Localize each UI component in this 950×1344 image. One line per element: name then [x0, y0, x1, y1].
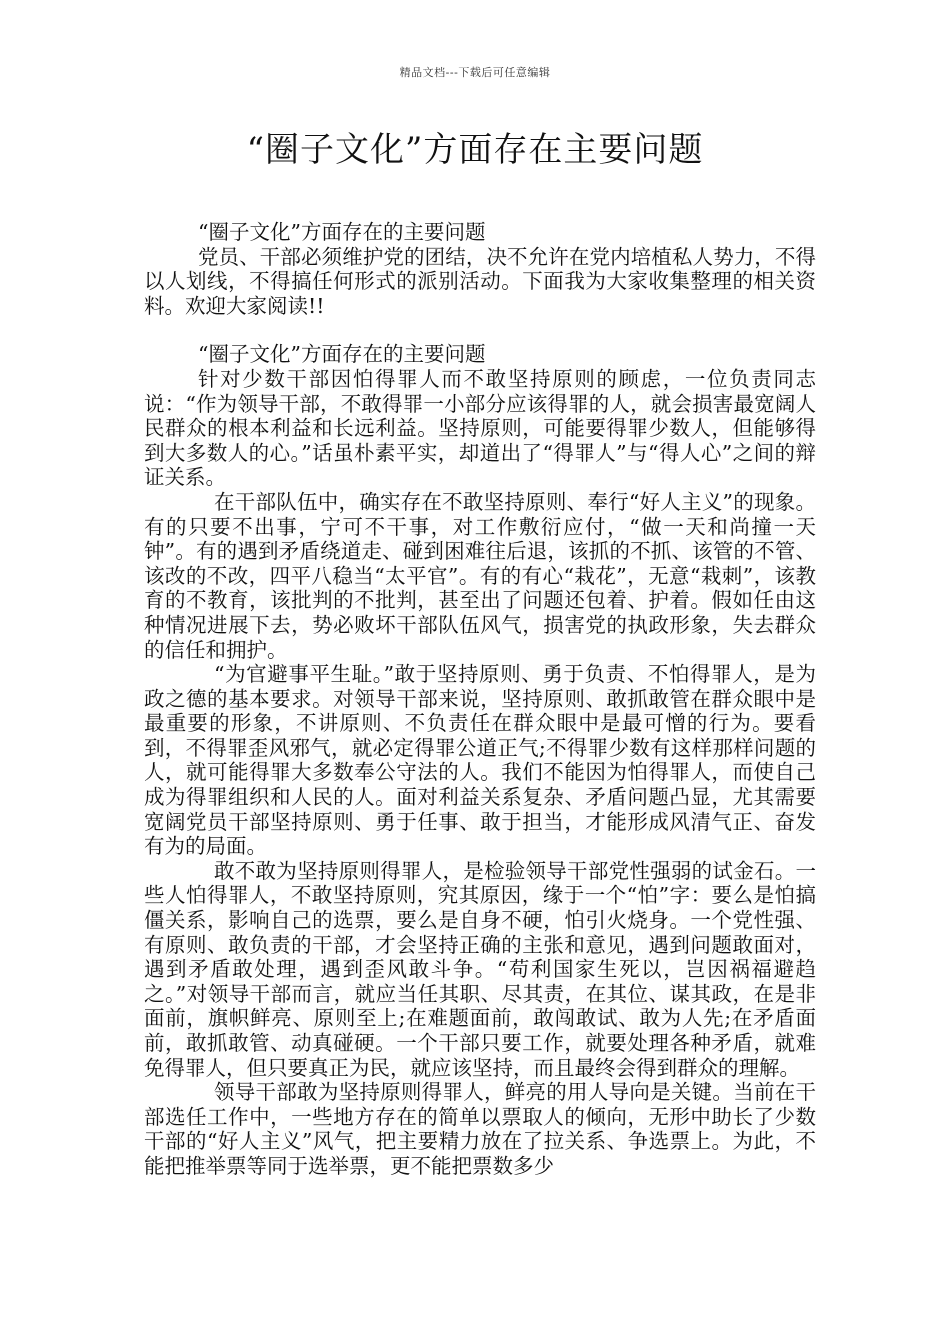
body-paragraph: 针对少数干部因怕得罪人而不敢坚持原则的顾虑，一位负责同志说：“作为领导干部，不敢得罪一小部分应该得罪的人，就会损害最宽阔人民群众的根本利益和长远利益。坚持原则，可能要得罪少数人，但能够得到大多数人的心。”话虽朴素平实，却道出了“得罪人”与“得人心”之间的辩证关系。 — [144, 366, 816, 490]
page-header-note: 精品文档---下载后可任意编辑 — [399, 66, 551, 79]
section-spacer — [144, 318, 816, 342]
document-body — [144, 220, 816, 1179]
document-title: “圈子文化”方面存在主要问题 — [246, 130, 704, 170]
body-paragraph: 敢不敢为坚持原则得罪人，是检验领导干部党性强弱的试金石。一些人怕得罪人，不敢坚持原则，究其原因，缘于一个“怕”字：要么是怕搞僵关系，影响自己的选票，要么是自身不硬，怕引火烧身。一个党性强、有原则、敢负责的干部，才会坚持正确的主张和意见，遇到问题敢面对，遇到矛盾敢处理，遇到歪风敢斗争。“苟利国家生死以，岂因祸福避趋之。”对领导干部而言，就应当任其职、尽其责，在其位、谋其政，在是非面前，旗帜鲜亮、原则至上;在难题面前，敢闯敢试、敢为人先;在矛盾面前，敢抓敢管、动真碰硬。一个干部只要工作，就要处理各种矛盾，就难免得罪人，但只要真正为民，就应该坚持，而且最终会得到群众的理解。 — [144, 858, 816, 1080]
intro-paragraph: 党员、干部必须维护党的团结，决不允许在党内培植私人势力，不得以人划线，不得搞任何形式的派别活动。下面我为大家收集整理的相关资料。欢迎大家阅读!! — [144, 244, 816, 318]
body-paragraph: 在干部队伍中，确实存在不敢坚持原则、奉行“好人主义”的现象。有的只要不出事，宁可不干事，对工作敷衍应付，“做一天和尚撞一天钟”。有的遇到矛盾绕道走、碰到困难往后退，该抓的不抓、该管的不管、该改的不改，四平八稳当“太平官”。有的有心“栽花”，无意“栽刺”，该教育的不教育，该批判的不批判，甚至出了问题还包着、护着。假如任由这种情况进展下去，势必败坏干部队伍风气，损害党的执政形象，失去群众的信任和拥护。 — [144, 489, 816, 662]
body-paragraph: “为官避事平生耻。”敢于坚持原则、勇于负责、不怕得罪人，是为政之德的基本要求。对领导干部来说，坚持原则、敢抓敢管在群众眼中是最重要的形象，不讲原则、不负责任在群众眼中是最可憎的行为。要看到，不得罪歪风邪气，就必定得罪公道正气;不得罪少数有这样那样问题的人，就可能得罪大多数奉公守法的人。我们不能因为怕得罪人，而使自己成为得罪组织和人民的人。面对利益关系复杂、矛盾问题凸显，尤其需要宽阔党员干部坚持原则、勇于任事、敢于担当，才能形成风清气正、奋发有为的局面。 — [144, 662, 816, 859]
intro-subheading: “圈子文化”方面存在的主要问题 — [198, 220, 486, 244]
section-subheading: “圈子文化”方面存在的主要问题 — [198, 342, 486, 367]
body-paragraph: 领导干部敢为坚持原则得罪人，鲜亮的用人导向是关键。当前在干部选任工作中，一些地方存在的简单以票取人的倾向，无形中助长了少数干部的“好人主义”风气，把主要精力放在了拉关系、争选票上。为此，不能把推举票等同于选举票，更不能把票数多少 — [144, 1080, 816, 1178]
